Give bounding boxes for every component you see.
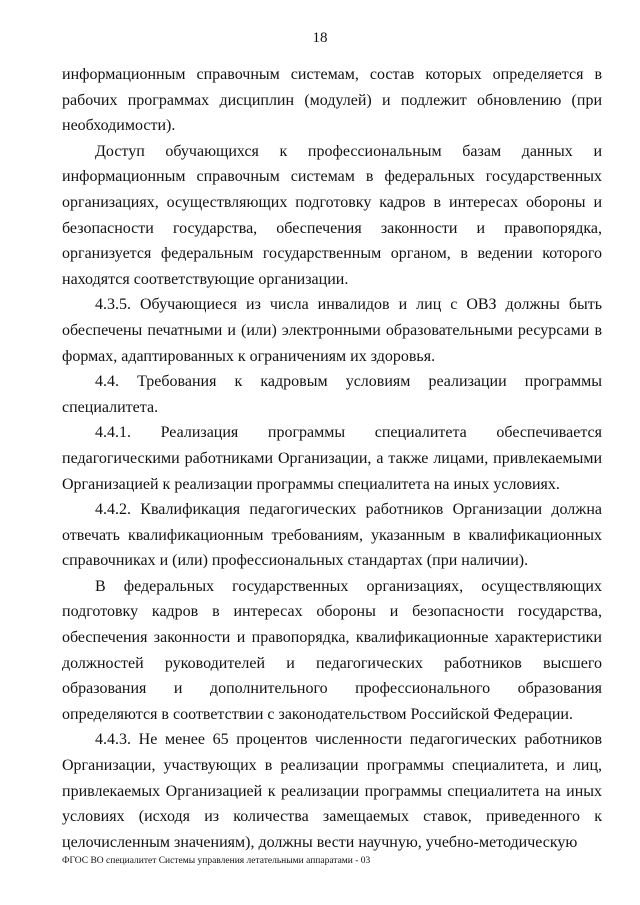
paragraph-continuation: информационным справочным системам, состав которых определяется в рабочих программах дисциплин (модулей) и подлежит обновлению (при необходимости).	[62, 66, 602, 135]
paragraph-database-access: Доступ обучающихся к профессиональным базам данных и информационным справочным системам в федеральных государственных организациях, осуществляющих подготовку кадров в интересах обороны и безопасности государства, обеспечения законности и правопорядка, организуется федеральным государственным органом, в ведении которого находятся соответствующие организации.	[62, 142, 602, 288]
paragraph-4-4-3: 4.4.3. Не менее 65 процентов численности педагогических работников Организации, участвующих в реализации программы специалитета, и лиц, привлекаемых Организацией к реализации программы специалитета на иных условиях (исходя из количества замещаемых ставок, приведенного к целочисленным значениям), должны вести научную, учебно-методическую	[62, 731, 602, 851]
paragraph-4-4-2: 4.4.2. Квалификация педагогических работников Организации должна отвечать квалификационным требованиям, указанным в квалификационных справочниках и (или) профессиональных стандартах (при наличии).	[62, 501, 602, 570]
paragraph-federal-organizations: В федеральных государственных организациях, осуществляющих подготовку кадров в интересах обороны и безопасности государства, обеспечения законности и правопорядка, квалификационные характеристики должностей руководителей и педагогических работников высшего образования и дополнительного профессионального образования определяются в соответствии с законодательством Российской Федерации.	[62, 577, 602, 723]
paragraph-4-4: 4.4. Требования к кадровым условиям реализации программы специалитета.	[62, 373, 602, 416]
page-footer: ФГОС ВО специалитет Системы управления летательными аппаратами - 03	[62, 856, 371, 866]
body-text	[62, 62, 602, 855]
paragraph-4-4-1: 4.4.1. Реализация программы специалитета обеспечивается педагогическими работниками Организации, а также лицами, привлекаемыми Организацией к реализации программы специалитета на иных условиях.	[62, 424, 602, 493]
paragraph-4-3-5: 4.3.5. Обучающиеся из числа инвалидов и лиц с ОВЗ должны быть обеспечены печатными и (или) электронными образовательными ресурсами в формах, адаптированных к ограничениям их здоровья.	[62, 296, 602, 365]
page-number: 18	[312, 30, 328, 46]
